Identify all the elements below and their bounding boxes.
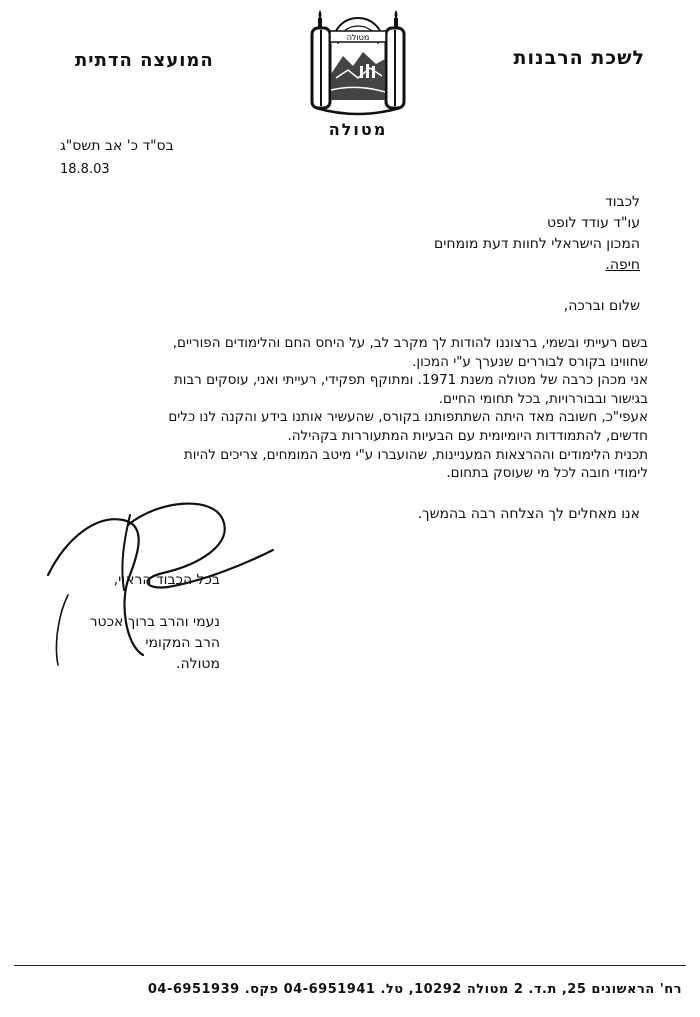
letterhead-org-left: המועצה הדתית	[75, 50, 214, 71]
logo-banner-text: מטולה	[346, 33, 370, 42]
date-hebrew: בס"ד כ' אב תשס"ג	[60, 138, 174, 154]
signoff-line: הרב המקומי	[145, 635, 220, 651]
body-line: אני מכהן כרבה של מטולה משנת 1971. ומתוקף תפקידי, רעייתי ואני, עוסקים רבות	[173, 372, 648, 389]
municipal-emblem-logo	[298, 4, 418, 122]
body-line: שחווינו בקורס לבוררים שנערך ע"י המכון.	[412, 353, 648, 370]
signoff-line: נעמי והרב ברוך אכטר	[89, 614, 220, 630]
signoff-block	[50, 570, 220, 675]
signoff-line: מטולה.	[176, 656, 220, 672]
body-line: תכנית הלימודים וההרצאות המעניינות, שהועברו ע"י מיטב המומחים, צריכים להיות	[183, 446, 648, 463]
addressee-line: עו"ד עודד לופט	[546, 215, 640, 231]
letterhead-org-right: לשכת הרבנות	[513, 47, 645, 69]
logo-caption: מטולה	[328, 120, 388, 139]
addressee-line: לכבוד	[605, 194, 640, 210]
date-gregorian: 18.8.03	[60, 162, 110, 177]
body-line: חדשים, להתמודדות היומיומית עם הבעיות המתעוררות בקהילה.	[287, 427, 648, 444]
body-line: בגישור ובבוררויות, בכל תחומי החיים.	[438, 390, 648, 407]
signoff-spacer	[50, 591, 220, 612]
greeting: שלום וברכה,	[563, 298, 640, 314]
body-line: אעפי"כ, חשובה מאד היתה השתתפותנו בקורס, שהעשיר אותנו בידע והקנה לנו כלים	[168, 409, 648, 426]
footer-divider	[14, 965, 686, 966]
signoff-line: בכל הכבוד הראוי,	[113, 572, 220, 588]
addressee-line: המכון הישראלי לחוות דעת מומחים	[434, 236, 640, 252]
addressee-block	[310, 192, 640, 276]
addressee-city: חיפה.	[605, 257, 640, 273]
body-line: בשם רעייתי ובשמי, ברצוננו להודות לך מקרב לב, על היחס החם והלימודים הפוריים,	[172, 335, 648, 351]
letter-body	[48, 334, 648, 483]
closing-wishes: אנו מאחלים לך הצלחה רבה בהמשך.	[417, 506, 640, 522]
body-line: לימודי חובה לכל מי שעוסק בתחום.	[446, 465, 648, 482]
footer-contact: רח' הראשונים 25, ת.ד. 2 מטולה 10292, טל. 04-6951941 פקס. 04-6951939	[147, 982, 682, 997]
